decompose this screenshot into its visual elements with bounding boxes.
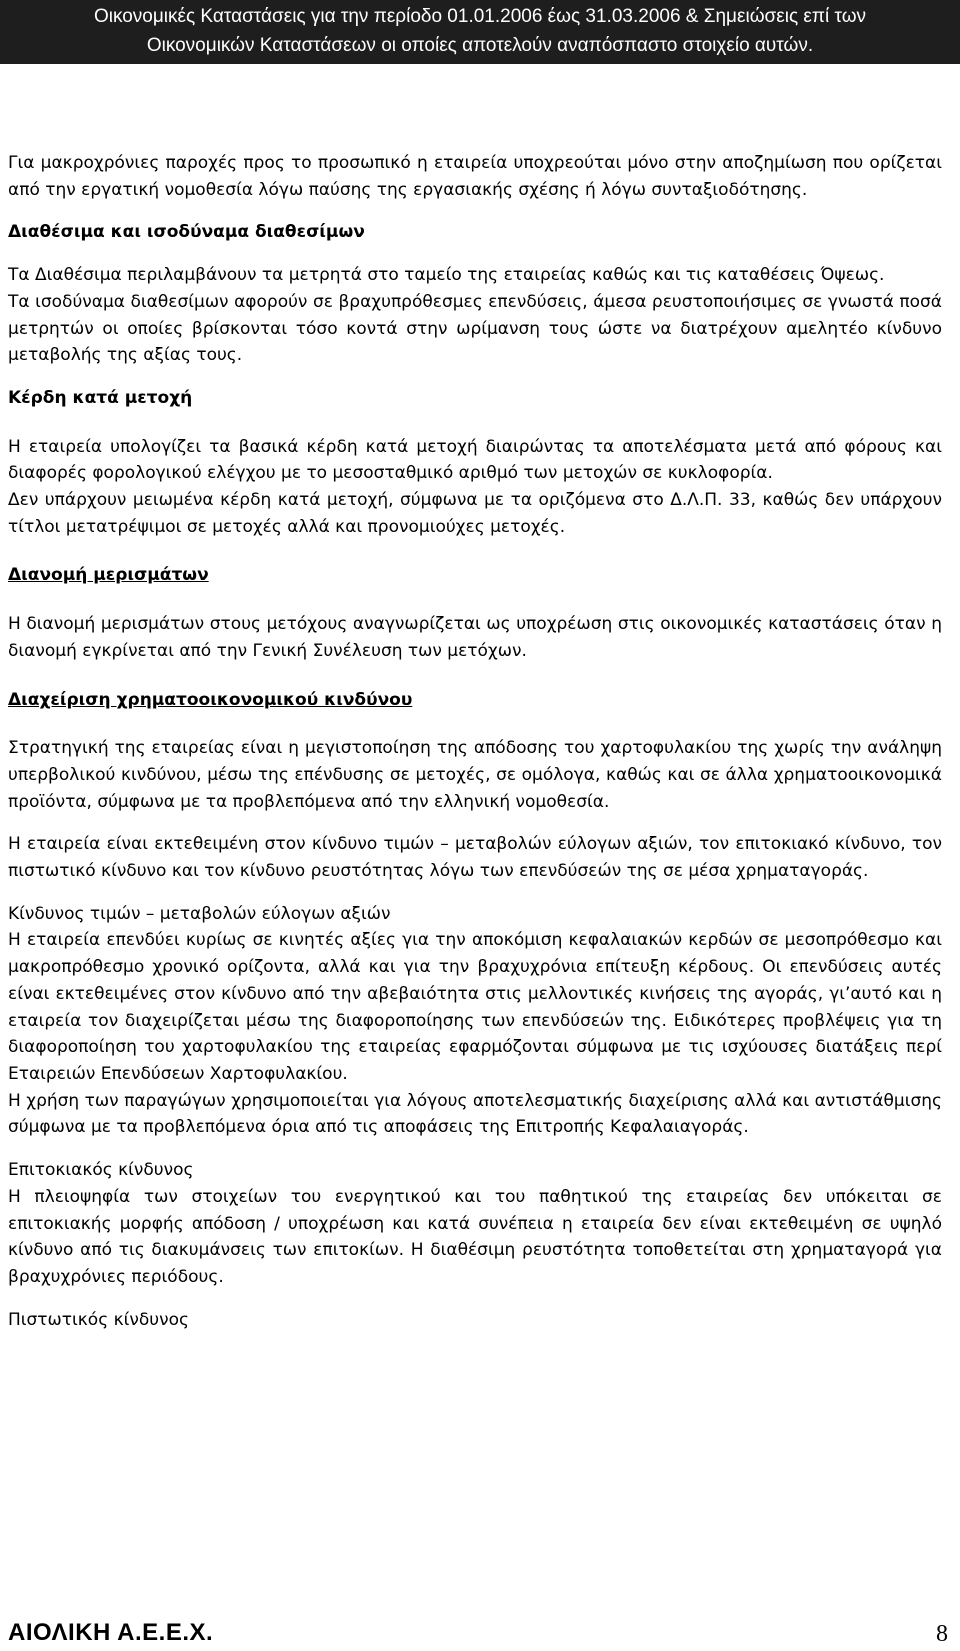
- document-footer: [0, 1619, 952, 1651]
- credit-risk-heading: Πιστωτικός κίνδυνος: [8, 1309, 189, 1330]
- price-risk-paragraph-2: Η χρήση των παραγώγων χρησιμοποιείται για λόγους αποτελεσματικής διαχείρισης αλλά και αντιστάθμισης σύμφωνα με τα προβλεπόμενα όρια από τις αποφάσεις της Επιτροπής Κεφαλαιαγοράς.: [8, 1090, 942, 1138]
- header-line-1: Οικονομικές Καταστάσεις για την περίοδο 01.01.2006 έως 31.03.2006 & Σημειώσεις επί των: [93, 6, 867, 27]
- dividends-paragraph: Η διανομή μερισμάτων στους μετόχους αναγνωρίζεται ως υποχρέωση στις οικονομικές καταστάσεις όταν η διανομή εγκρίνεται από την Γενική Συνέλευση των μετόχων.: [8, 614, 942, 661]
- price-risk-heading: Κίνδυνος τιμών – μεταβολών εύλογων αξιών: [8, 903, 391, 924]
- interest-risk-heading: Επιτοκιακός κίνδυνος: [8, 1160, 194, 1181]
- document-body: [8, 150, 942, 1333]
- footer-company-name: ΑΙΟΛΙΚΗ Α.Ε.Ε.Χ.: [8, 1619, 214, 1646]
- cash-paragraph-1: Τα Διαθέσιμα περιλαμβάνουν τα μετρητά στο ταμείο της εταιρείας καθώς και τις καταθέσεις Όψεως.: [8, 265, 885, 286]
- eps-heading: Κέρδη κατά μετοχή: [8, 387, 193, 408]
- eps-paragraph-2: Δεν υπάρχουν μειωμένα κέρδη κατά μετοχή, σύμφωνα με τα οριζόμενα στο Δ.Λ.Π. 33, καθώς δεν υπάρχουν τίτλοι μετατρέψιμοι σε μετοχές αλλά και προνομιούχες μετοχές.: [8, 490, 942, 537]
- eps-paragraph-1: Η εταιρεία υπολογίζει τα βασικά κέρδη κατά μετοχή διαιρώντας τα αποτελέσματα μετά από φόρους και διαφορές φορολογικού ελέγχου με το μεσοσταθμικό αριθμό των μετοχών σε κυκλοφορία.: [8, 436, 942, 484]
- interest-risk-paragraph: Η πλειοψηφία των στοιχείων του ενεργητικού και του παθητικού της εταιρείας δεν υπόκειται σε επιτοκιακής μορφής απόδοση / υποχρέωση και κατά συνέπεια η εταιρεία δεν είναι εκτεθειμένη σε υψηλό κίνδυνο από τις διακυμάνσεις των επιτοκίων. Η διαθέσιμη ρευστότητα τοποθετείται στη χρηματαγορά για βραχυχρόνιες περιόδους.: [8, 1186, 942, 1287]
- intro-paragraph: Για μακροχρόνιες παροχές προς το προσωπικό η εταιρεία υποχρεούται μόνο στην αποζημίωση που ορίζεται από την εργατική νομοθεσία λόγω παύσης της εργασιακής σχέσης ή λόγω συνταξιοδότησης.: [8, 153, 942, 200]
- dividends-heading: Διανομή μερισμάτων: [8, 565, 209, 586]
- price-risk-paragraph-1: Η εταιρεία επενδύει κυρίως σε κινητές αξίες για την αποκόμιση κεφαλαιακών κερδών σε μεσοπρόθεσμο και μακροπρόθεσμο χρονικό ορίζοντα, αλλά και για την βραχυχρόνια επίτευξη κέρδους. Οι επενδύσεις αυτές είναι εκτεθειμένες στον κίνδυνο από την αβεβαιότητα στις μελλοντικές κινήσεις της αγοράς, γι’αυτό και η εταιρεία τον διαχειρίζεται μέσω της διαφοροποίησης των επενδύσεών της. Ειδικότερες προβλέψεις για τη διαφοροποίηση του χαρτοφυλακίου της εταιρείας εφαρμόζονται σύμφωνα με τις ισχύουσες διατάξεις περί Εταιρειών Επενδύσεων Χαρτοφυλακίου.: [8, 930, 942, 1084]
- risk-management-heading: Διαχείριση χρηματοοικονομικού κινδύνου: [8, 689, 413, 710]
- header-line-2: Οικονομικών Καταστάσεων οι οποίες αποτελούν αναπόσπαστο στοιχείο αυτών.: [146, 35, 814, 56]
- cash-heading: Διαθέσιμα και ισοδύναμα διαθεσίμων: [8, 222, 365, 243]
- risk-paragraph-2: Η εταιρεία είναι εκτεθειμένη στον κίνδυνο τιμών – μεταβολών εύλογων αξιών, τον επιτοκιακό κίνδυνο, τον πιστωτικό κίνδυνο και τον κίνδυνο ρευστότητας λόγω των επενδύσεών της σε μέσα χρηματαγοράς.: [8, 834, 942, 882]
- risk-paragraph-1: Στρατηγική της εταιρείας είναι η μεγιστοποίηση της απόδοσης του χαρτοφυλακίου της χωρίς την ανάληψη υπερβολικού κινδύνου, μέσω της επένδυσης σε μετοχές, σε ομόλογα, καθώς και σε άλλα χρηματοοικονομικά προϊόντα, σύμφωνα με τα προβλεπόμενα από την ελληνική νομοθεσία.: [8, 738, 942, 812]
- page-number: 8: [936, 1621, 948, 1647]
- cash-paragraph-2: Τα ισοδύναμα διαθεσίμων αφορούν σε βραχυπρόθεσμες επενδύσεις, άμεσα ρευστοποιήσιμες σε γνωστά ποσά μετρητών οι οποίες βρίσκονται τόσο κοντά στην ωρίμανση τους ώστε να διατρέχουν αμελητέο κίνδυνο μεταβολής της αξίας τους.: [8, 291, 942, 366]
- document-header-banner: [0, 0, 960, 64]
